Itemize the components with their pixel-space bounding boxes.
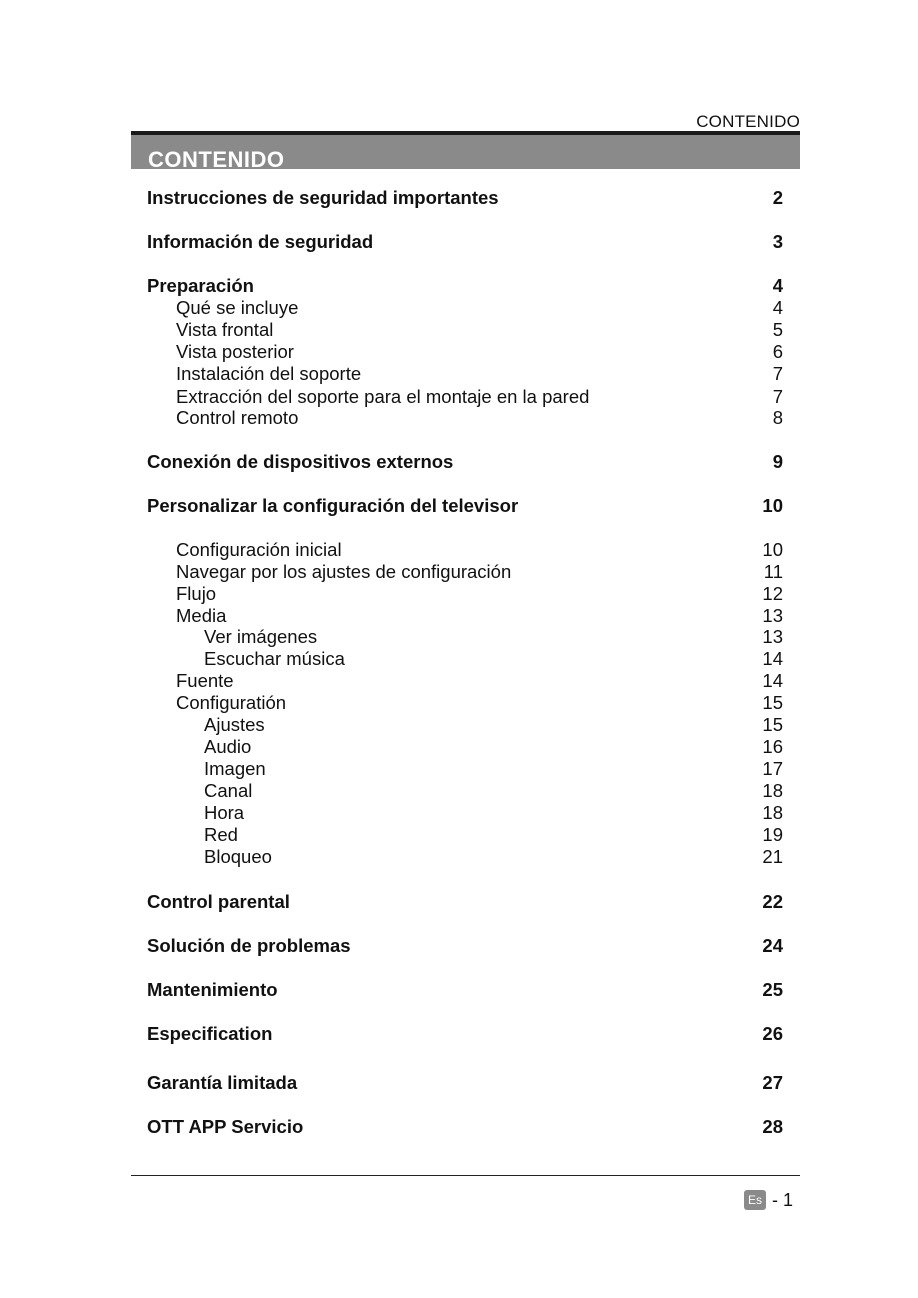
toc-entry bbox=[0, 757, 918, 781]
toc-entry bbox=[0, 1115, 918, 1139]
toc-entry-page: 10 bbox=[762, 539, 783, 560]
toc-entry bbox=[0, 1022, 918, 1046]
toc-entry bbox=[0, 340, 918, 364]
toc-entry-title: Personalizar la configuración del televisor bbox=[147, 495, 519, 516]
toc-entry-page: 2 bbox=[772, 187, 783, 208]
toc-entry bbox=[0, 296, 918, 320]
toc-entry bbox=[0, 735, 918, 759]
toc-entry-title: Extracción del soporte para el montaje en la pared bbox=[176, 386, 590, 407]
toc-entry bbox=[0, 801, 918, 825]
toc-entry bbox=[0, 362, 918, 386]
toc-entry bbox=[0, 845, 918, 869]
toc-entry bbox=[0, 647, 918, 671]
toc-entry-title: Hora bbox=[204, 802, 245, 823]
toc-entry-page: 24 bbox=[762, 935, 783, 956]
toc-entry bbox=[0, 890, 918, 914]
running-header: CONTENIDO bbox=[696, 112, 800, 131]
toc-entry-page: 7 bbox=[772, 386, 783, 407]
toc-entry-title: Flujo bbox=[176, 583, 217, 604]
toc-entry-page: 3 bbox=[772, 231, 783, 252]
toc-entry-title: Instrucciones de seguridad importantes bbox=[147, 187, 499, 208]
toc-entry bbox=[0, 538, 918, 562]
toc-entry bbox=[0, 582, 918, 606]
toc-entry-title: Vista frontal bbox=[176, 319, 274, 340]
toc-entry bbox=[0, 823, 918, 847]
toc-entry-title: Bloqueo bbox=[204, 846, 272, 867]
toc-entry-title: Canal bbox=[204, 780, 253, 801]
toc-entry bbox=[0, 406, 918, 430]
toc-entry-page: 8 bbox=[772, 407, 783, 428]
toc-entry-title: Escuchar música bbox=[204, 648, 345, 669]
toc-entry-title: Preparación bbox=[147, 275, 254, 296]
toc-entry-title: Mantenimiento bbox=[147, 979, 278, 1000]
toc-entry-title: Solución de problemas bbox=[147, 935, 351, 956]
toc-entry-title: OTT APP Servicio bbox=[147, 1116, 304, 1137]
toc-entry-title: Instalación del soporte bbox=[176, 363, 362, 384]
toc-entry-title: Vista posterior bbox=[176, 341, 294, 362]
language-badge: Es bbox=[744, 1190, 766, 1210]
toc-entry-page: 15 bbox=[762, 714, 783, 735]
toc-entry bbox=[0, 691, 918, 715]
toc-entry-title: Control remoto bbox=[176, 407, 299, 428]
toc-entry-title: Fuente bbox=[176, 670, 234, 691]
toc-entry bbox=[0, 1071, 918, 1095]
toc-entry-page: 19 bbox=[762, 824, 783, 845]
toc-entry-title: Red bbox=[204, 824, 238, 845]
toc-entry-title: Ajustes bbox=[204, 714, 265, 735]
toc-entry-title: Audio bbox=[204, 736, 252, 757]
toc-entry bbox=[0, 450, 918, 474]
toc-entry-page: 15 bbox=[762, 692, 783, 713]
footer-rule bbox=[131, 1175, 800, 1176]
toc-entry-title: Conexión de dispositivos externos bbox=[147, 451, 454, 472]
toc-entry bbox=[0, 713, 918, 737]
toc-entry-page: 14 bbox=[762, 670, 783, 691]
toc-entry-page: 5 bbox=[772, 319, 783, 340]
toc-entry-title: Imagen bbox=[204, 758, 266, 779]
toc-entry-page: 6 bbox=[772, 341, 783, 362]
toc-entry-title: Especification bbox=[147, 1023, 273, 1044]
toc-entry-page: 4 bbox=[772, 275, 783, 296]
toc-entry-page: 25 bbox=[762, 979, 783, 1000]
toc-entry bbox=[0, 779, 918, 803]
toc-entry-page: 18 bbox=[762, 802, 783, 823]
toc-entry bbox=[0, 494, 918, 518]
toc-entry-page: 12 bbox=[762, 583, 783, 604]
toc-entry-title: Navegar por los ajustes de configuración bbox=[176, 561, 512, 582]
toc-entry bbox=[0, 934, 918, 958]
toc-entry-page: 13 bbox=[762, 605, 783, 626]
toc-entry-page: 27 bbox=[762, 1072, 783, 1093]
toc-entry bbox=[0, 669, 918, 693]
toc-entry-title: Configuración inicial bbox=[176, 539, 342, 560]
toc-entry-title: Media bbox=[176, 605, 227, 626]
toc-entry bbox=[0, 230, 918, 254]
toc-entry-title: Garantía limitada bbox=[147, 1072, 298, 1093]
toc-entry-page: 9 bbox=[772, 451, 783, 472]
toc-entry-page: 14 bbox=[762, 648, 783, 669]
toc-entry-page: 28 bbox=[762, 1116, 783, 1137]
toc-entry-title: Información de seguridad bbox=[147, 231, 374, 252]
toc-entry bbox=[0, 625, 918, 649]
toc-entry-page: 17 bbox=[762, 758, 783, 779]
toc-entry-page: 16 bbox=[762, 736, 783, 757]
toc-entry-page: 10 bbox=[762, 495, 783, 516]
toc-entry-page: 22 bbox=[762, 891, 783, 912]
page-number: - 1 bbox=[771, 1189, 793, 1210]
toc-entry-page: 13 bbox=[762, 626, 783, 647]
toc-entry-page: 21 bbox=[762, 846, 783, 867]
toc-entry-page: 26 bbox=[762, 1023, 783, 1044]
toc-entry-page: 11 bbox=[763, 561, 783, 582]
toc-entry-title: Control parental bbox=[147, 891, 290, 912]
toc-entry-title: Ver imágenes bbox=[204, 626, 318, 647]
toc-entry-page: 4 bbox=[772, 297, 783, 318]
toc-entry-page: 7 bbox=[772, 363, 783, 384]
toc-entry bbox=[0, 978, 918, 1002]
section-title: CONTENIDO bbox=[148, 147, 285, 169]
toc-entry-page: 18 bbox=[762, 780, 783, 801]
toc-entry-title: Configuratión bbox=[176, 692, 287, 713]
toc-entry-title: Qué se incluye bbox=[176, 297, 299, 318]
toc-entry bbox=[0, 186, 918, 210]
page-footer bbox=[744, 1188, 793, 1212]
toc-entry bbox=[0, 274, 918, 298]
toc-entry bbox=[0, 318, 918, 342]
toc-entry bbox=[0, 560, 918, 584]
